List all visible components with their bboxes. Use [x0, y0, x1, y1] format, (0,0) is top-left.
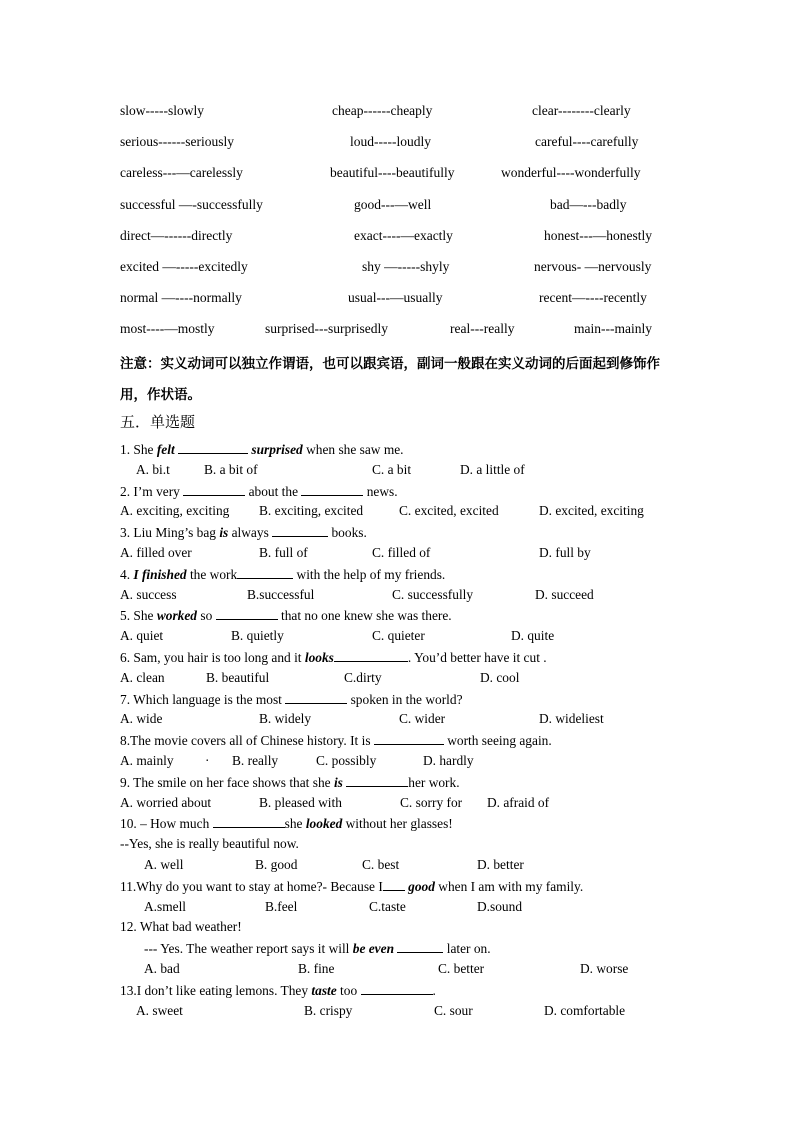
question-8-options: [120, 753, 680, 774]
option[interactable]: A.smell: [144, 898, 187, 914]
adjective-adverb-pairs: [120, 103, 680, 353]
pair-item: exact----—exactly: [354, 227, 453, 243]
option[interactable]: D. better: [477, 856, 524, 872]
question-13: 13.I don’t like eating lemons. They taste too .: [120, 982, 436, 998]
option[interactable]: C. sorry for: [400, 794, 463, 810]
pair-row: [120, 228, 680, 259]
answer-blank[interactable]: [213, 815, 285, 828]
option[interactable]: C. possibly: [316, 752, 377, 768]
pair-row: [120, 103, 680, 134]
option[interactable]: D. succeed: [535, 586, 594, 602]
pair-item: serious------seriously: [120, 134, 234, 150]
pair-row: [120, 290, 680, 321]
option[interactable]: D. comfortable: [544, 1002, 626, 1018]
dot-mark: ·: [205, 752, 210, 768]
question-2: 2. I’m very about the news.: [120, 483, 398, 499]
option[interactable]: A. well: [144, 856, 184, 872]
answer-blank[interactable]: [183, 483, 245, 496]
option[interactable]: B.successful: [247, 586, 315, 602]
option[interactable]: D. wideliest: [539, 711, 604, 727]
answer-blank[interactable]: [346, 774, 408, 787]
option[interactable]: B. quietly: [231, 628, 284, 644]
answer-blank[interactable]: [361, 982, 433, 995]
option[interactable]: C. better: [438, 960, 485, 976]
pair-item: excited —-----excitedly: [120, 258, 248, 274]
answer-blank[interactable]: [216, 607, 278, 620]
question-2-options: [120, 503, 680, 524]
answer-blank[interactable]: [334, 649, 408, 662]
pair-item: careful----carefully: [535, 134, 639, 150]
pair-item: wonderful----wonderfully: [501, 165, 641, 181]
question-3: 3. Liu Ming’s bag is always books.: [120, 525, 367, 541]
question-9: 9. The smile on her face shows that she is her work.: [120, 774, 460, 790]
pair-item: successful —-successfully: [120, 196, 263, 212]
option[interactable]: B. crispy: [304, 1002, 353, 1018]
pair-item: careless---—carelessly: [120, 165, 243, 181]
option[interactable]: A. wide: [120, 711, 163, 727]
question-1-options: [120, 462, 680, 483]
option[interactable]: A. quiet: [120, 628, 164, 644]
pair-item: surprised---surprisedly: [265, 321, 388, 337]
pair-item: beautiful----beautifully: [330, 165, 455, 181]
pair-item: good---—well: [354, 196, 432, 212]
question-10-options: [120, 857, 680, 878]
question-9-options: [120, 795, 680, 816]
option[interactable]: A. mainly: [120, 752, 174, 768]
answer-blank[interactable]: [397, 940, 443, 953]
pair-row: [120, 134, 680, 165]
option[interactable]: B. fine: [298, 960, 335, 976]
option[interactable]: C. sour: [434, 1002, 473, 1018]
option[interactable]: A. clean: [120, 669, 165, 685]
pair-item: nervous- —nervously: [534, 258, 652, 274]
pair-item: recent—----recently: [539, 290, 647, 306]
pair-item: main---mainly: [574, 321, 652, 337]
question-1: 1. She felt surprised when she saw me.: [120, 442, 404, 457]
grammar-note: 注意：实义动词可以独立作谓语，也可以跟宾语，副词一般跟在实义动词的后面起到修饰作用，作状语。: [120, 356, 660, 403]
question-12-options: [120, 961, 680, 982]
option[interactable]: B. beautiful: [206, 669, 270, 685]
question-5: 5. She worked so that no one knew she was there.: [120, 608, 452, 624]
option[interactable]: D. worse: [580, 960, 629, 976]
option[interactable]: A. success: [120, 586, 177, 602]
option[interactable]: C. a bit: [372, 461, 412, 477]
option[interactable]: D. afraid of: [487, 794, 550, 810]
pair-item: usual---—usually: [348, 290, 443, 306]
option[interactable]: D. quite: [511, 628, 555, 644]
pair-row: [120, 197, 680, 228]
multiple-choice-questions: [120, 441, 680, 1023]
option[interactable]: D. full by: [539, 544, 591, 560]
pair-row: [120, 321, 680, 352]
question-6-options: [120, 670, 680, 691]
question-4: 4. I finished the work with the help of my friends.: [120, 566, 446, 582]
question-13-options: [120, 1003, 680, 1024]
question-11: 11.Why do you want to stay at home?- Because I good when I am with my family.: [120, 878, 584, 894]
answer-blank[interactable]: [178, 441, 248, 454]
option[interactable]: A. worried about: [120, 794, 212, 810]
question-4-options: [120, 587, 680, 608]
answer-blank[interactable]: [301, 483, 363, 496]
question-5-options: [120, 628, 680, 649]
pair-item: slow-----slowly: [120, 103, 204, 118]
pair-item: normal —----normally: [120, 290, 242, 306]
answer-blank[interactable]: [374, 732, 444, 745]
answer-blank[interactable]: [383, 878, 405, 891]
option[interactable]: C. successfully: [392, 586, 474, 602]
option[interactable]: A. bi.t: [136, 461, 170, 477]
option[interactable]: C. quieter: [372, 628, 425, 644]
pair-row: [120, 165, 680, 196]
pair-item: bad—---badly: [550, 196, 627, 212]
question-3-options: [120, 545, 680, 566]
option[interactable]: A. filled over: [120, 544, 192, 560]
question-10: 10. – How much she looked without her glasses!: [120, 816, 453, 832]
question-6: 6. Sam, you hair is too long and it looks . You’d better have it cut .: [120, 649, 547, 665]
option[interactable]: D. cool: [480, 669, 520, 685]
option[interactable]: C. wider: [399, 711, 446, 727]
option[interactable]: B. full of: [259, 544, 308, 560]
option[interactable]: A. bad: [144, 960, 180, 976]
option[interactable]: D. a little of: [460, 461, 525, 477]
option[interactable]: D.sound: [477, 898, 523, 914]
option[interactable]: B.feel: [265, 898, 298, 914]
question-11-options: [120, 899, 680, 920]
answer-blank[interactable]: [272, 524, 328, 537]
option[interactable]: C. filled of: [372, 544, 431, 560]
pair-item: loud-----loudly: [350, 134, 431, 150]
question-10-reply: --Yes, she is really beautiful now.: [120, 836, 299, 852]
option[interactable]: B. widely: [259, 711, 312, 727]
pair-item: most----—mostly: [120, 321, 215, 337]
question-12-reply: --- Yes. The weather report says it will be even later on.: [144, 941, 491, 957]
question-8: 8.The movie covers all of Chinese history. It is worth seeing again.: [120, 733, 552, 749]
question-7-options: [120, 711, 680, 732]
option[interactable]: A. exciting, exciting: [120, 503, 230, 519]
section-title: 五．单选题: [120, 413, 196, 431]
answer-blank[interactable]: [237, 566, 293, 579]
option[interactable]: C. best: [362, 856, 400, 872]
pair-item: real---really: [450, 321, 515, 337]
option[interactable]: D. excited, exciting: [539, 503, 644, 519]
pair-item: shy —-----shyly: [362, 258, 450, 274]
option[interactable]: C. excited, excited: [399, 503, 499, 519]
option[interactable]: B. good: [255, 856, 298, 872]
option[interactable]: D. hardly: [423, 752, 474, 768]
pair-item: cheap------cheaply: [332, 103, 433, 118]
option[interactable]: C.taste: [369, 898, 406, 914]
option[interactable]: B. pleased with: [259, 794, 342, 810]
option[interactable]: B. exciting, excited: [259, 503, 364, 519]
pair-row: [120, 259, 680, 290]
question-12: 12. What bad weather!: [120, 919, 242, 935]
answer-blank[interactable]: [285, 691, 347, 704]
option[interactable]: B. a bit of: [204, 461, 258, 477]
option[interactable]: A. sweet: [136, 1002, 183, 1018]
pair-item: direct—------directly: [120, 227, 233, 243]
option[interactable]: C.dirty: [344, 669, 382, 685]
pair-item: honest---—honestly: [544, 227, 652, 243]
option[interactable]: B. really: [232, 752, 279, 768]
pair-item: clear--------clearly: [532, 103, 631, 118]
question-7: 7. Which language is the most spoken in the world?: [120, 691, 463, 707]
